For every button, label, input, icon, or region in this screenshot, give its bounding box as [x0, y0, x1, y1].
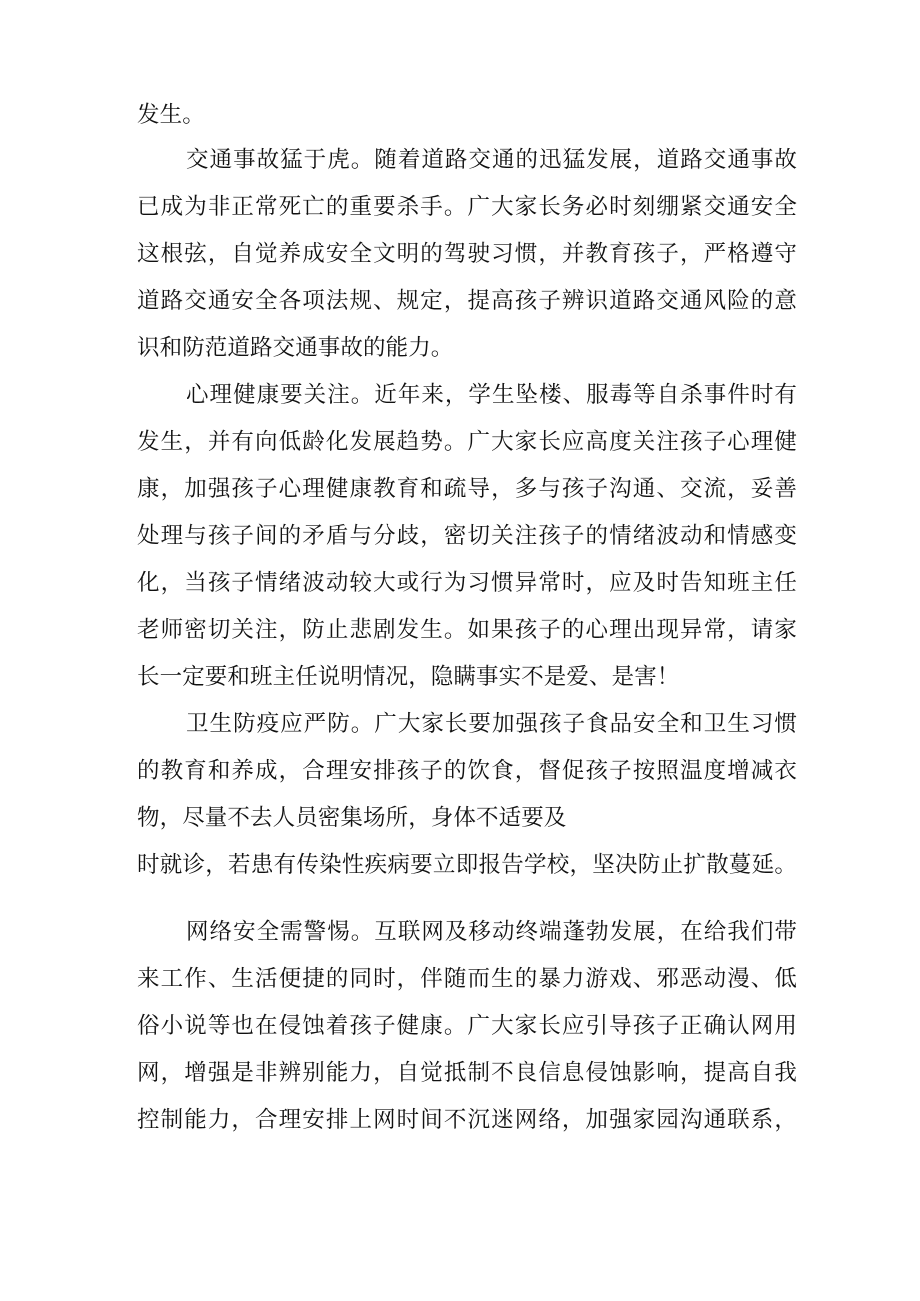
text-line: 长一定要和班主任说明情况，隐瞒事实不是爱、是害！ [137, 664, 680, 690]
text-line: 识和防范道路交通事故的能力。 [137, 335, 454, 361]
text-line: 道路交通安全各项法规、规定，提高孩子辨识道路交通风险的意 [137, 288, 797, 314]
text-line: 网络安全需警惕。互联网及移动终端蓬勃发展，在给我们带 [186, 919, 797, 945]
text-line: 卫生防疫应严防。广大家长要加强孩子食品安全和卫生习惯 [186, 711, 797, 737]
text-line: 发生。 [137, 102, 205, 128]
text-line: 处理与孩子间的矛盾与分歧，密切关注孩子的情绪波动和情感变 [137, 523, 797, 549]
text-line: 心理健康要关注。近年来，学生坠楼、服毒等自杀事件时有 [186, 382, 797, 408]
text-line: 来工作、生活便捷的同时，伴随而生的暴力游戏、邪恶动漫、低 [137, 966, 797, 992]
text-line: 老师密切关注，防止悲剧发生。如果孩子的心理出现异常，请家 [137, 617, 797, 643]
text-line: 的教育和养成，合理安排孩子的饮食，督促孩子按照温度增减衣 [137, 758, 797, 784]
text-line: 这根弦，自觉养成安全文明的驾驶习惯，并教育孩子，严格遵守 [137, 241, 797, 267]
text-line: 时就诊，若患有传染性疾病要立即报告学校，坚决防止扩散蔓延。 [137, 852, 797, 878]
text-line: 发生，并有向低龄化发展趋势。广大家长应高度关注孩子心理健 [137, 429, 797, 455]
text-line: 网，增强是非辨别能力，自觉抵制不良信息侵蚀影响，提高自我 [137, 1060, 797, 1086]
text-line: 俗小说等也在侵蚀着孩子健康。广大家长应引导孩子正确认网用 [137, 1013, 797, 1039]
text-line: 化，当孩子情绪波动较大或行为习惯异常时，应及时告知班主任 [137, 570, 797, 596]
text-line: 物，尽量不去人员密集场所，身体不适要及 [137, 805, 567, 831]
text-line: 已成为非正常死亡的重要杀手。广大家长务必时刻绷紧交通安全 [137, 194, 797, 220]
text-line: 康，加强孩子心理健康教育和疏导，多与孩子沟通、交流，妥善 [137, 476, 797, 502]
text-line: 控制能力，合理安排上网时间不沉迷网络，加强家园沟通联系， [137, 1107, 797, 1133]
text-line: 交通事故猛于虎。随着道路交通的迅猛发展，道路交通事故 [186, 147, 797, 173]
